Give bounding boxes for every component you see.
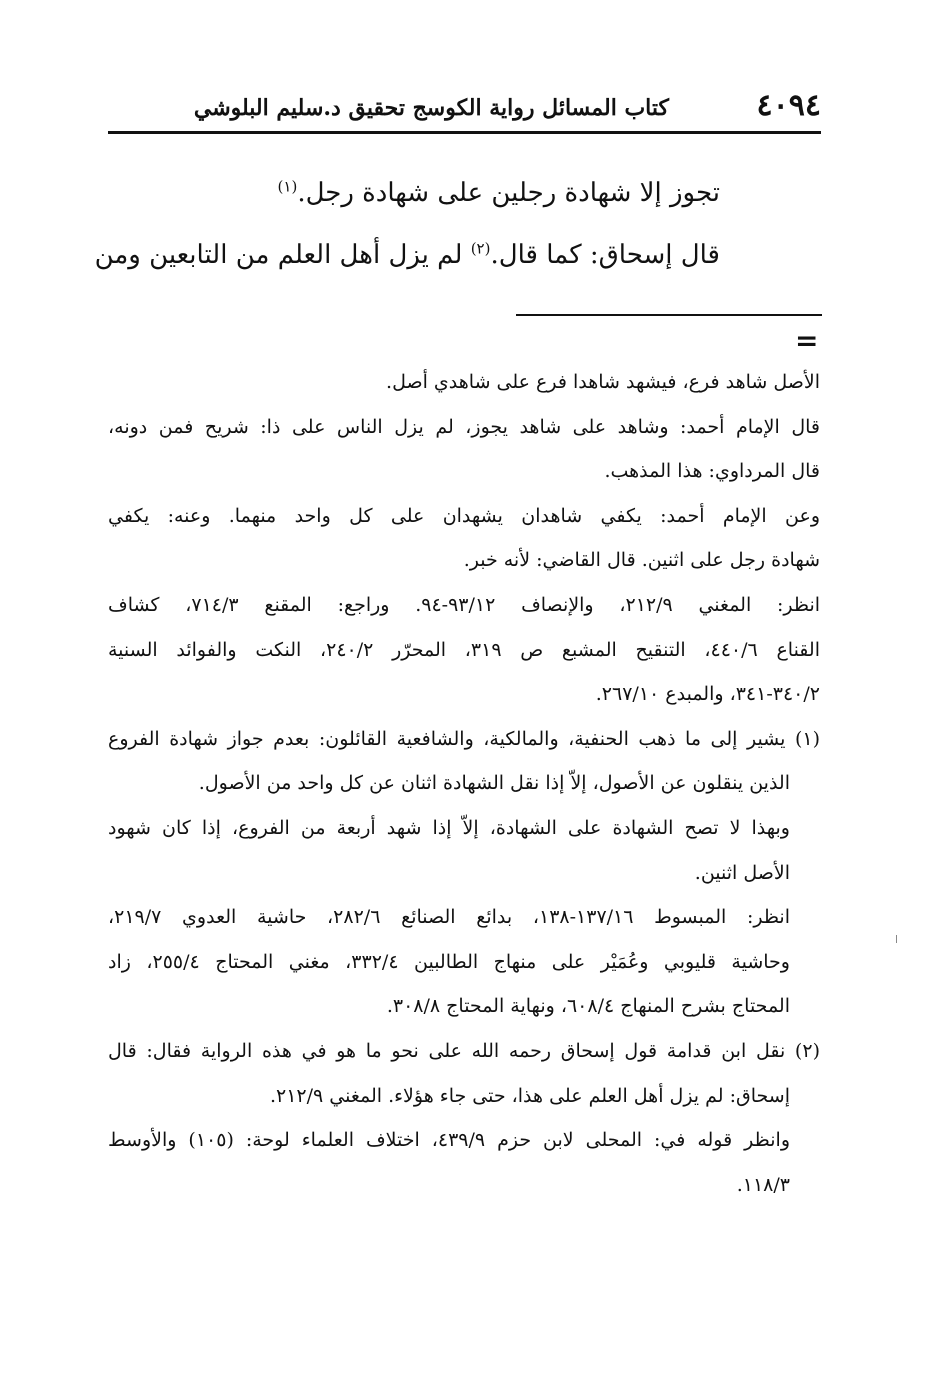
fn-line: ١١٨/٣. <box>736 1173 790 1196</box>
fn-line: قال الإمام أحمد: وشاهد على شاهد يجوز، لم يزل الناس على ذا: شريح فمن دونه، <box>108 415 820 438</box>
fn-line: المحتاج بشرح المنهاج ٦٠٨/٤، ونهاية المحتاج ٣٠٨/٨. <box>386 995 790 1018</box>
fn-line: قال المرداوي: هذا المذهب. <box>604 460 820 483</box>
fn-line: إسحاق: لم يزل أهل العلم على هذا، حتى جاء هؤلاء. المغني ٢١٢/٩. <box>269 1084 790 1107</box>
fn-line: الأصل شاهد فرع، فيشهد شاهدا فرع على شاهدي أصل. <box>386 371 820 393</box>
fn-line: انظر: المغني ٢١٢/٩، والإنصاف ٩٣/١٢-٩٤. وراجع: المقنع ٧١٤/٣، كشاف <box>108 593 820 616</box>
fn-line: انظر: المبسوط ١٣٧/١٦-١٣٨، بدائع الصنائع ٢٨٢/٦، حاشية العدوي ٢١٩/٧، <box>108 906 790 929</box>
fn-line: (٢) نقل ابن قدامة قول إسحاق رحمه الله على نحو ما هو في هذه الرواية فقال: قال <box>108 1039 820 1062</box>
footnote-2 <box>108 1029 820 1207</box>
main-line-2 <box>94 224 720 286</box>
fn-line: وانظر قوله في: المحلى لابن حزم ٤٣٩/٩، اختلاف العلماء لوحة: (١٠٥) والأوسط <box>108 1129 790 1152</box>
fn-line: وحاشية قليوبي وعُمَيْر على منهاج الطالبين ٣٣٢/٤، مغني المحتاج ٢٥٥/٤، زاد <box>108 950 790 973</box>
running-title: كتاب المسائل رواية الكوسج تحقيق د.سليم البلوشي <box>193 95 669 121</box>
continuation-mark: = <box>795 324 819 357</box>
main-line-2-start: قال إسحاق: كما قال. <box>490 240 720 270</box>
page-number: ٤٠٩٤ <box>756 88 821 123</box>
main-line-2-end: لم يزل أهل العلم من التابعين ومن <box>94 240 471 270</box>
header-rule <box>108 131 821 134</box>
fn-line: (١) يشير إلى ما ذهب الحنفية، والمالكية، والشافعية القائلون: بعدم جواز شهادة الفروع <box>108 727 820 750</box>
fn-line: شهادة رجل على اثنين. قال القاضي: لأنه خبر. <box>463 549 820 572</box>
main-text <box>94 162 720 286</box>
main-line-1-text: تجوز إلا شهادة رجلين على شهادة رجل. <box>297 178 720 208</box>
page-header <box>110 82 821 130</box>
footnote-separator <box>516 314 822 316</box>
footnotes <box>108 360 820 1207</box>
fn-line: ٣٤٠/٢-٣٤١، والمبدع ٢٦٧/١٠. <box>595 683 820 706</box>
margin-mark <box>896 935 897 943</box>
fn-line: وعن الإمام أحمد: يكفي شاهدان يشهدان على كل واحد منهما. وعنه: يكفي <box>108 504 820 527</box>
fn-line: القناع ٤٤٠/٦، التنقيح المشبع ص ٣١٩، المحرّر ٢٤٠/٢، النكت والفوائد السنية <box>108 638 820 661</box>
footnote-1 <box>108 717 820 1029</box>
fn-line: الذين ينقلون عن الأصول، إلاّ إذا نقل الشهادة اثنان عن كل واحد من الأصول. <box>198 772 790 795</box>
fn-line: الأصل اثنين. <box>694 861 790 884</box>
fn-line: وبهذا لا تصح الشهادة على الشهادة، إلاّ إذا شهد أربعة من الفروع، إذا كان شهود <box>108 816 790 839</box>
main-line-1 <box>108 162 720 224</box>
footnote-continued <box>108 360 820 717</box>
footnote-ref-1: (١) <box>277 177 298 196</box>
footnote-ref-2: (٢) <box>470 239 491 258</box>
